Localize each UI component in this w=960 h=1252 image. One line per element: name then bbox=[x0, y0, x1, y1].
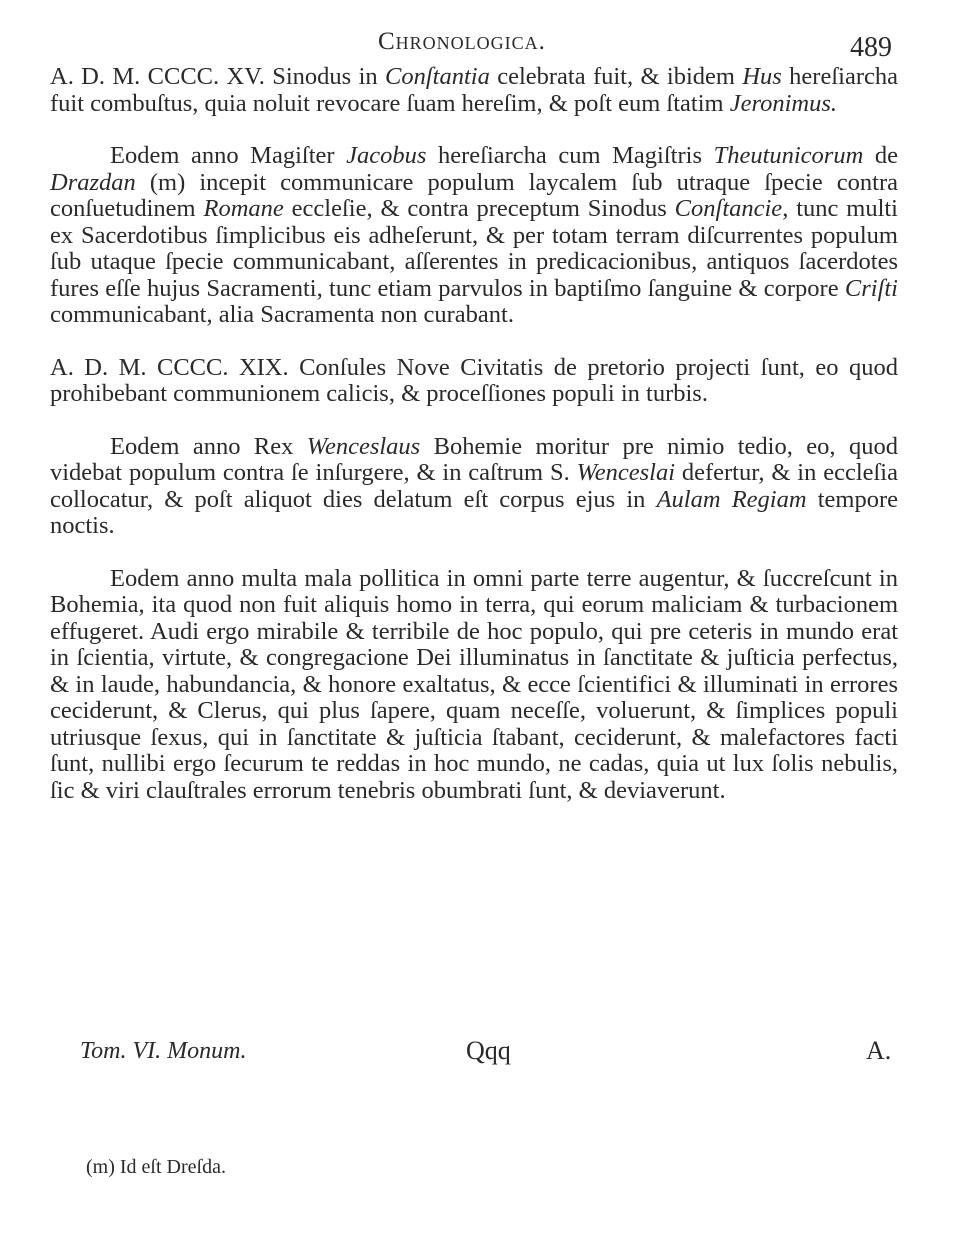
main-text bbox=[50, 64, 898, 804]
italic-text: Wenceslai bbox=[576, 459, 676, 486]
page-footer bbox=[0, 1032, 960, 1072]
text-segment: Bohemie moritur pre nimio tedio, eo, quod videbat populum contra ſe inſurgere, & in caſtrum S. bbox=[50, 432, 898, 486]
italic-text: Theutunicorum bbox=[713, 142, 864, 169]
text-segment: de bbox=[863, 142, 898, 169]
italic-text: Aulam Regiam bbox=[656, 485, 807, 513]
text-segment: A. D. M. CCCC. XIX. Conſules Nove Civitatis de pretorio projecti ſunt, eo quod prohibebant communionem calicis, & proceſſiones populi in turbis. bbox=[50, 353, 898, 407]
italic-text: Hus bbox=[742, 63, 782, 90]
italic-text: Romane bbox=[203, 195, 284, 222]
italic-text: Conſtancie bbox=[674, 195, 783, 222]
italic-text: Jeronimus. bbox=[729, 89, 838, 117]
text-segment: , tunc multi ex Sacerdotibus ſimplicibus eis adheſerunt, & per totam terram diſcurrentes populum ſub utaque ſpecie communicabant, aſſerentes in predicacionibus, antiquos ſacerdotes fures eſſe hujus Sacramenti, tunc etiam parvulos in baptiſmo ſanguine & corpore bbox=[50, 195, 898, 302]
text-segment: (m) incepit communicare populum laycalem ſub utraque ſpecie contra conſuetudinem bbox=[50, 168, 898, 222]
paragraph bbox=[50, 566, 898, 805]
text-segment: Eodem anno multa mala pollitica in omni parte terre augentur, & ſuccreſcunt in Bohemia, ita quod non fuit aliquis homo in terra, qui eorum maliciam & turbacionem effugeret. Audi ergo mirabile & terribile de hoc populo, qui pre ceteris in mundo erat in ſcientia, virtute, & congregacione Dei illuminatus in ſanctitate & juſticia perfectus, & in laude, habundancia, & honore exaltatus, & ecce ſcientifici & illuminati in errores ceciderunt, & Clerus, qui plus ſapere, quam neceſſe, voluerunt, & ſimplices populi utriusque ſexus, qui in ſanctitate & juſticia ſtabant, ceciderunt, & malefactores facti ſunt, nullibi ergo ſecurum te reddas in hoc mundo, ne cadas, quia ut lux ſolis nebulis, ſic & viri clauſtrales errorum tenebris obumbrati ſunt, & deviaverunt. bbox=[50, 564, 898, 804]
catchword: A. bbox=[866, 1036, 892, 1065]
paragraph bbox=[50, 64, 898, 117]
footnote: (m) Id eſt Dreſda. bbox=[86, 1156, 226, 1178]
text-segment: Eodem anno Magiſter bbox=[110, 142, 347, 169]
text-segment: hereſiarcha cum Magiſtris bbox=[426, 142, 714, 169]
text-segment: celebrata fuit, & ibidem bbox=[489, 63, 743, 90]
page-number: 489 bbox=[850, 32, 892, 63]
text-segment: defertur, & in eccleſia collocatur, & poſt aliquot dies delatum eſt corpus ejus in bbox=[50, 459, 898, 513]
italic-text: Drazdan bbox=[50, 168, 136, 196]
running-title: Chronologica. bbox=[378, 28, 546, 55]
paragraph bbox=[50, 143, 898, 329]
italic-text: Wenceslaus bbox=[306, 432, 421, 460]
text-segment: A. D. M. CCCC. XV. Sinodus in bbox=[50, 63, 385, 90]
paragraph bbox=[50, 355, 898, 408]
text-segment: eccleſie, & contra preceptum Sinodus bbox=[283, 195, 675, 222]
volume-reference: Tom. VI. Monum. bbox=[80, 1038, 247, 1064]
italic-text: Conſtantia bbox=[385, 63, 490, 90]
italic-text: Jacobus bbox=[346, 142, 427, 169]
italic-text: Criſti bbox=[844, 274, 898, 302]
page-header bbox=[0, 24, 960, 68]
signature-mark: Qqq bbox=[466, 1036, 511, 1065]
text-segment: communicabant, alia Sacramenta non curabant. bbox=[50, 301, 514, 328]
text-segment: hereſiarcha fuit combuſtus, quia noluit revocare ſuam hereſim, & poſt eum ſtatim bbox=[50, 63, 898, 117]
text-segment: Eodem anno Rex bbox=[110, 432, 307, 460]
paragraph bbox=[50, 434, 898, 540]
text-segment: tempore noctis. bbox=[50, 485, 898, 539]
